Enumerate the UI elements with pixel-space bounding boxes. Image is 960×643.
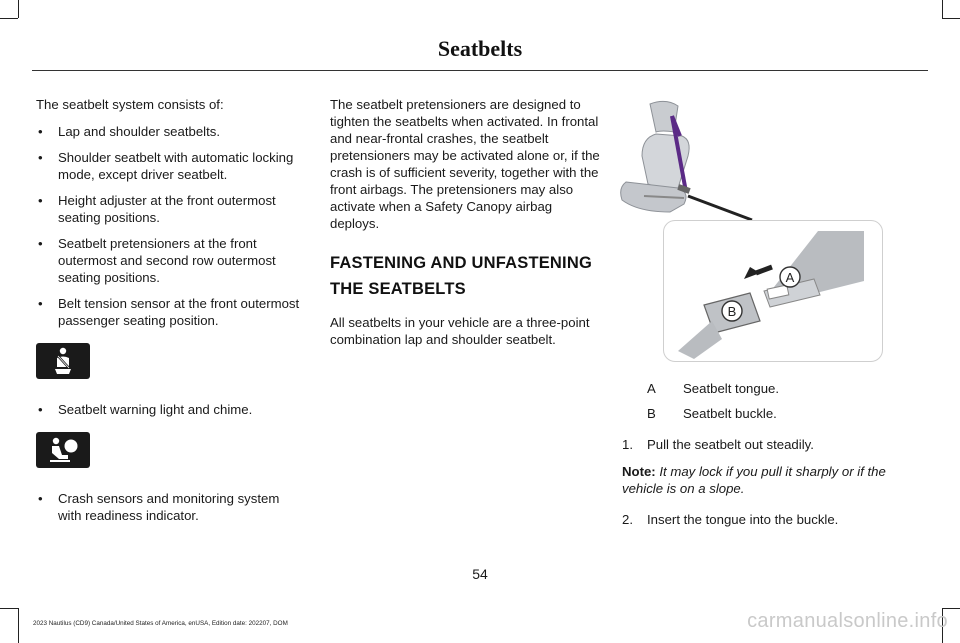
footer-text: 2023 Nautilus (CD9) Canada/United States of America, enUSA, Edition date: 202207, DOM bbox=[33, 620, 288, 627]
heading-line: THE SEATBELTS bbox=[330, 280, 466, 298]
callout-b: B bbox=[727, 304, 737, 319]
right-column bbox=[622, 380, 892, 538]
intro-text: The seatbelt system consists of: bbox=[36, 97, 224, 112]
pretensioner-paragraph: The seatbelt pretensioners are designed to tighten the seatbelts when activated. In frontal and near-frontal crashes, the seatbelt pretensioners may be activated alone or, if the crash is of sufficient severity, together with the front airbags. The pretensioners may also activate when a Safety Canopy airbag deploys. bbox=[330, 97, 600, 231]
legend-value: Seatbelt buckle. bbox=[683, 406, 777, 421]
list-item: • Height adjuster at the front outermost seating positions. bbox=[36, 192, 306, 226]
step-item bbox=[622, 511, 892, 528]
middle-column bbox=[330, 96, 602, 358]
crop-mark bbox=[942, 0, 943, 18]
left-column bbox=[36, 96, 306, 533]
seat-illustration bbox=[612, 96, 757, 226]
system-list bbox=[36, 123, 306, 329]
crop-mark bbox=[18, 608, 19, 643]
header-divider bbox=[32, 70, 928, 71]
crop-mark bbox=[942, 18, 960, 19]
step-text: Insert the tongue into the buckle. bbox=[647, 512, 839, 527]
list-item: • Seatbelt pretensioners at the front outermost and second row outermost seating positions. bbox=[36, 235, 306, 286]
three-point-paragraph: All seatbelts in your vehicle are a three-point combination lap and shoulder seatbelt. bbox=[330, 315, 590, 347]
legend-row bbox=[622, 405, 892, 422]
page-number: 54 bbox=[472, 566, 488, 582]
list-item: • Seatbelt warning light and chime. bbox=[36, 401, 306, 418]
heading-line: FASTENING AND UNFASTENING bbox=[330, 254, 592, 272]
legend-key: A bbox=[647, 381, 656, 396]
legend-key: B bbox=[647, 406, 656, 421]
list-item: • Shoulder seatbelt with automatic locking mode, except driver seatbelt. bbox=[36, 149, 306, 183]
airbag-icon bbox=[36, 432, 90, 468]
crop-mark bbox=[18, 0, 19, 18]
callout-a: A bbox=[785, 270, 795, 285]
crop-mark bbox=[942, 608, 960, 609]
list-item: • Crash sensors and monitoring system with readiness indicator. bbox=[36, 490, 306, 524]
step-number: 1. bbox=[622, 437, 633, 452]
watermark: carmanualsonline.info bbox=[747, 610, 948, 632]
buckle-illustration bbox=[663, 220, 883, 362]
step-text: Pull the seatbelt out steadily. bbox=[647, 437, 814, 452]
note bbox=[622, 463, 892, 497]
crash-list bbox=[36, 490, 306, 524]
crop-mark bbox=[0, 18, 18, 19]
step-item bbox=[622, 436, 892, 453]
crop-mark bbox=[0, 608, 18, 609]
legend-value: Seatbelt tongue. bbox=[683, 381, 780, 396]
list-item: • Lap and shoulder seatbelts. bbox=[36, 123, 306, 140]
warning-list bbox=[36, 401, 306, 418]
page-title: Seatbelts bbox=[437, 36, 523, 61]
legend-row bbox=[622, 380, 892, 397]
section-heading bbox=[330, 250, 602, 302]
note-label: Note: bbox=[622, 464, 656, 479]
note-text: It may lock if you pull it sharply or if the vehicle is on a slope. bbox=[622, 464, 886, 496]
step-number: 2. bbox=[622, 512, 633, 527]
list-item: • Belt tension sensor at the front outermost passenger seating position. bbox=[36, 295, 306, 329]
seatbelt-warning-icon bbox=[36, 343, 90, 379]
